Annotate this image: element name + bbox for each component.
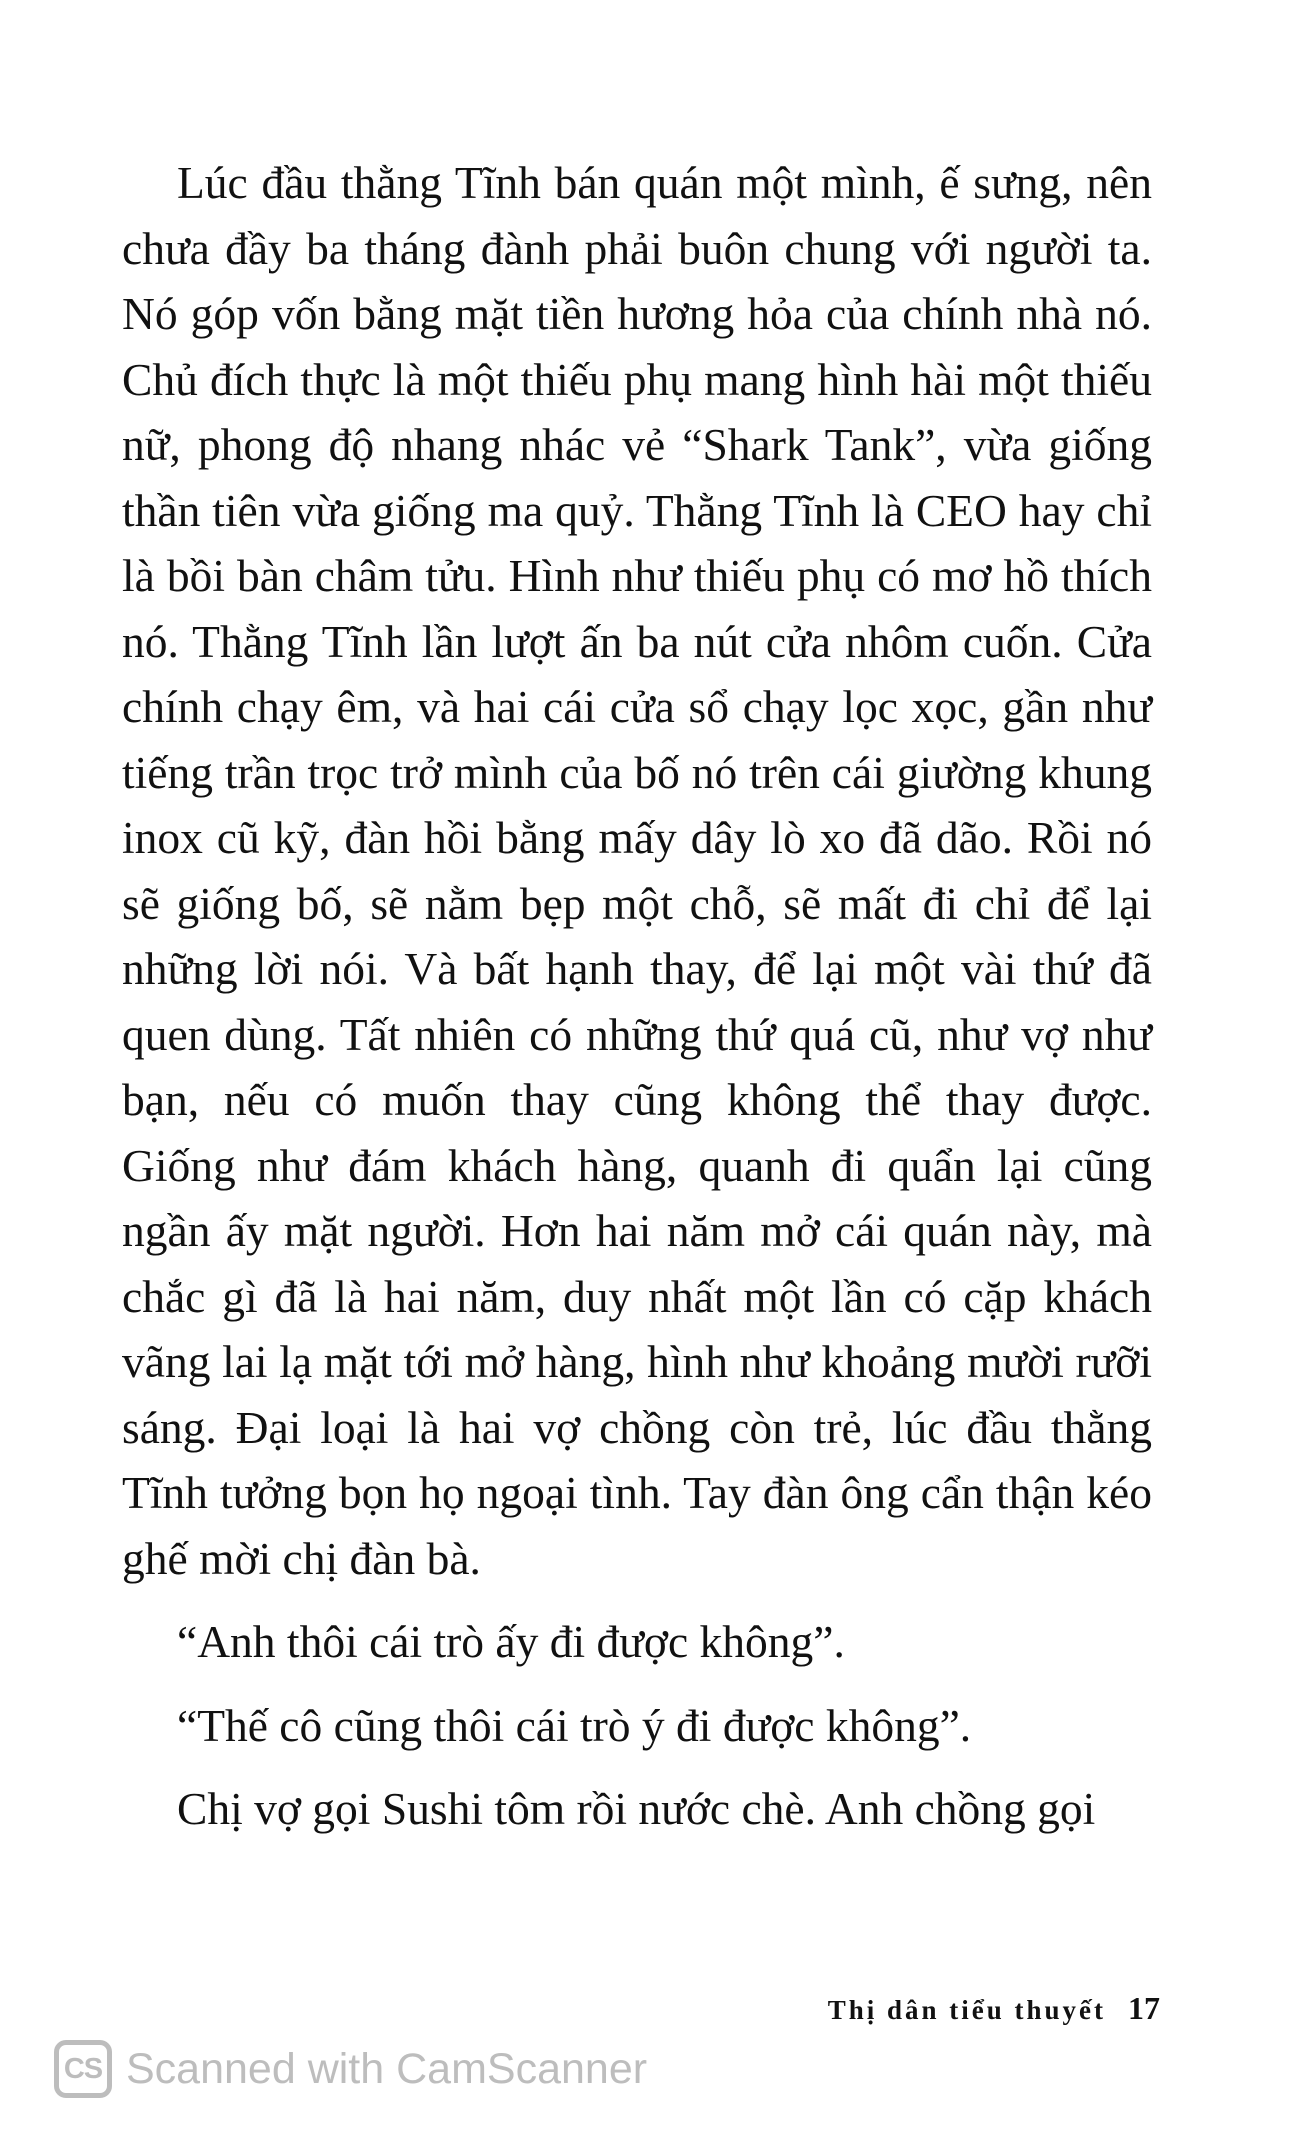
page-footer — [700, 1990, 1160, 2027]
camscanner-watermark — [54, 2040, 647, 2098]
paragraph-dialogue-1: “Anh thôi cái trò ấy đi được không”. — [177, 1616, 845, 1667]
paragraph-dialogue-2: “Thế cô cũng thôi cái trò ý đi được không”. — [177, 1699, 972, 1751]
watermark-text: Scanned with CamScanner — [126, 2044, 648, 2093]
running-title: Thị dân tiểu thuyết — [827, 1995, 1106, 2025]
body-text — [122, 150, 1152, 1842]
camscanner-logo-icon: CS — [54, 2040, 112, 2098]
page-number: 17 — [1128, 1990, 1160, 2026]
paragraph-narrative: Lúc đầu thằng Tĩnh bán quán một mình, ế sưng, nên chưa đầy ba tháng đành phải buôn chung với người ta. Nó góp vốn bằng mặt tiền hương hỏa của chính nhà nó. Chủ đích thực là một thiếu phụ mang hình hài một thiếu nữ, phong độ nhang nhác vẻ “Shark Tank”, vừa giống thần tiên vừa giống ma quỷ. Thằng Tĩnh là CEO hay chỉ là bồi bàn châm tửu. Hình như thiếu phụ có mơ hồ thích nó. Thằng Tĩnh lần lượt ấn ba nút cửa nhôm cuốn. Cửa chính chạy êm, và hai cái cửa sổ chạy lọc xọc, gần như tiếng trần trọc trở mình của bố nó trên cái giường khung inox cũ kỹ, đàn hồi bằng mấy dây lò xo đã dão. Rồi nó sẽ giống bố, sẽ nằm bẹp một chỗ, sẽ mất đi chỉ để lại những lời nói. Và bất hạnh thay, để lại một vài thứ đã quen dùng. Tất nhiên có những thứ quá cũ, như vợ như bạn, nếu có muốn thay cũng không thể thay được. Giống như đám khách hàng, quanh đi quẩn lại cũng ngần ấy mặt người. Hơn hai năm mở cái quán này, mà chắc gì đã là hai năm, duy nhất một lần có cặp khách vãng lai lạ mặt tới mở hàng, hình như khoảng mười rưỡi sáng. Đại loại là hai vợ chồng còn trẻ, lúc đầu thằng Tĩnh tưởng bọn họ ngoại tình. Tay đàn ông cẩn thận kéo ghế mời chị đàn bà. — [122, 157, 1152, 1584]
paragraph-continued: Chị vợ gọi Sushi tôm rồi nước chè. Anh chồng gọi — [177, 1783, 1096, 1834]
